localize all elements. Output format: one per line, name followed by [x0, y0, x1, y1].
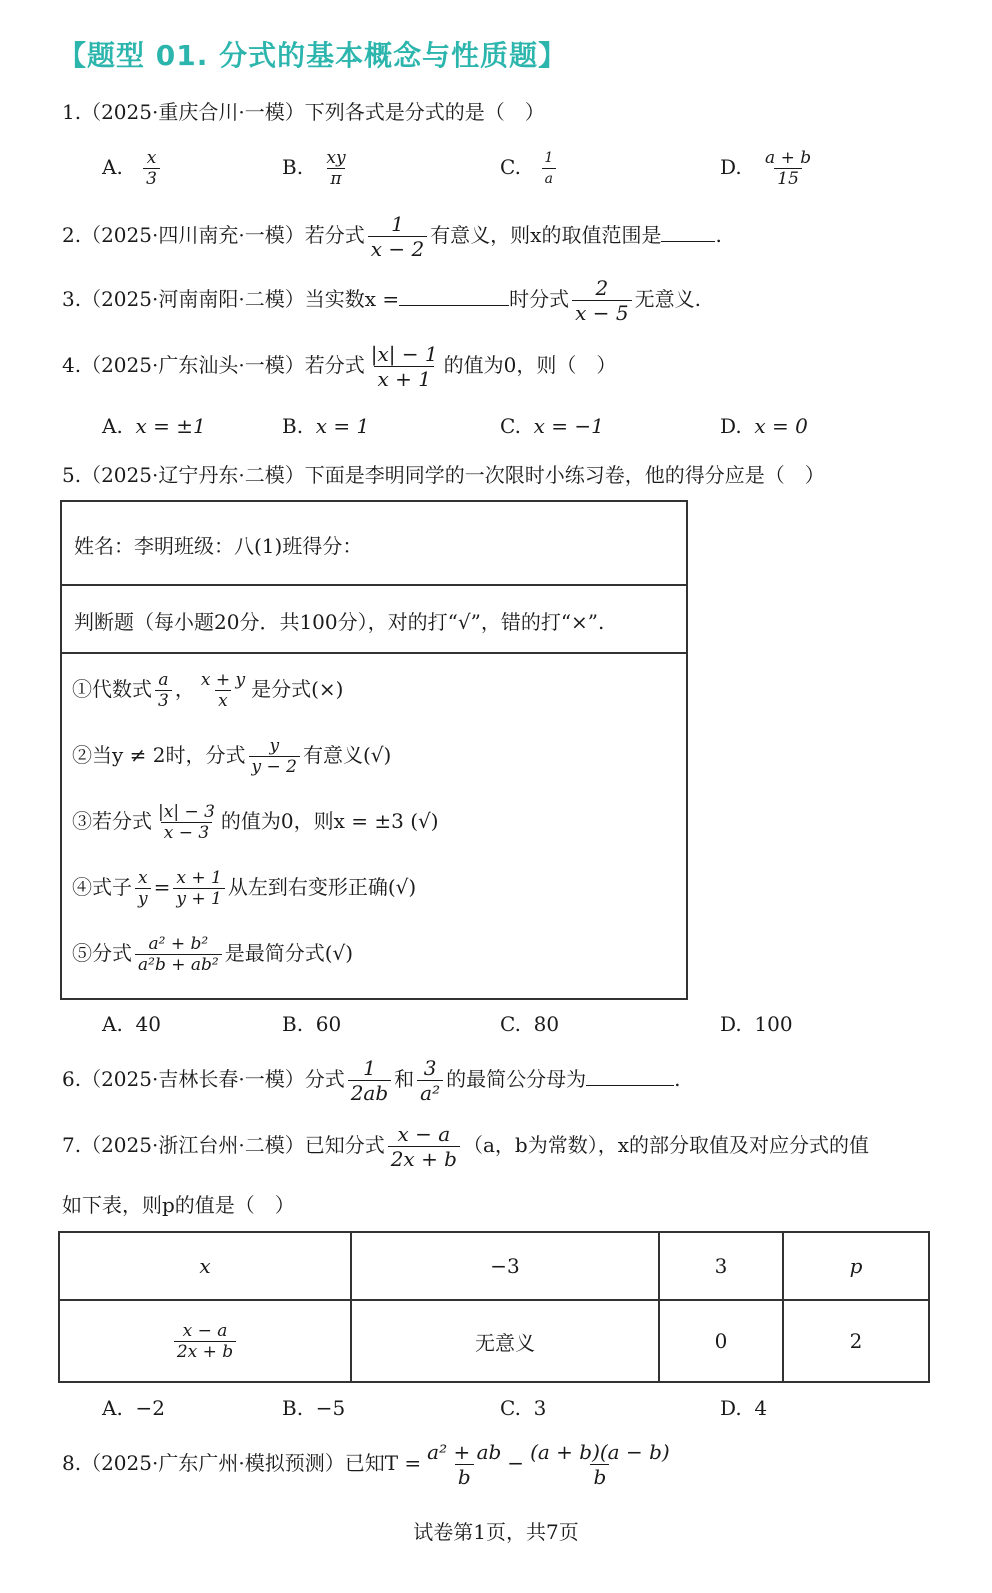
option-label: C.: [500, 414, 521, 438]
item-text: 是最简分式(√): [224, 941, 354, 965]
option-label: B.: [282, 1012, 304, 1036]
q7-option-b: [282, 1396, 345, 1420]
option-text: x = ±1: [135, 414, 206, 438]
option-text: 80: [533, 1012, 560, 1036]
option-label: A.: [102, 1396, 123, 1420]
q7-option-d: [720, 1396, 767, 1420]
frac-den: 3: [143, 168, 160, 189]
q3-suffix: 无意义.: [634, 287, 701, 311]
item-text: 是分式(×): [251, 677, 344, 701]
q8: [62, 1440, 676, 1489]
frac-num: a + b: [765, 148, 812, 168]
table-cell: −3: [351, 1232, 659, 1300]
quiz-header: 姓名：李明班级：八(1)班得分：: [74, 534, 363, 558]
item-text: ，: [174, 677, 195, 701]
option-label: B.: [282, 155, 304, 179]
quiz-instruction-row: [62, 586, 686, 654]
q5-option-a: [102, 1012, 161, 1036]
option-text: x = −1: [533, 414, 604, 438]
frac-num: 1: [363, 1056, 376, 1080]
q2-prefix: 2.（2025·四川南充·一模）若分式: [62, 223, 365, 247]
table-cell: 2: [783, 1300, 929, 1382]
q7: [62, 1122, 869, 1171]
q5-option-b: [282, 1012, 341, 1036]
frac-num: 2: [595, 276, 609, 300]
table-cell: x: [59, 1232, 351, 1300]
quiz-item-4: [72, 868, 416, 909]
option-label: B.: [282, 1396, 304, 1420]
q4-option-b: [282, 414, 369, 438]
frac-num: 3: [423, 1056, 437, 1080]
frac-den: a²b + ab²: [135, 954, 222, 975]
frac-den: 2x + b: [174, 1341, 236, 1362]
q7-prefix: 7.（2025·浙江台州·二模）已知分式: [62, 1133, 385, 1157]
item-text: 有意义(√): [302, 743, 392, 767]
option-label: D.: [720, 414, 742, 438]
q4-suffix: 的值为0，则（ ）: [443, 353, 617, 377]
q3-prefix: 3.（2025·河南南阳·二模）当实数x =: [62, 287, 400, 311]
table-cell: 无意义: [351, 1300, 659, 1382]
option-label: B.: [282, 414, 304, 438]
frac-num: x − a: [182, 1320, 228, 1341]
q7-line2: 如下表，则p的值是（ ）: [62, 1193, 295, 1217]
q6-prefix: 6.（2025·吉林长春·一模）分式: [62, 1067, 345, 1091]
item-text: ③若分式: [72, 809, 152, 833]
frac-den: 2x + b: [388, 1146, 460, 1171]
q3: [62, 276, 701, 325]
option-label: C.: [500, 1396, 521, 1420]
item-text: ②当y ≠ 2时，分式: [72, 743, 246, 767]
frac-den: b: [590, 1464, 609, 1489]
q5-stem: 5.（2025·辽宁丹东·二模）下面是李明同学的一次限时小练习卷，他的得分应是（ ）: [62, 463, 825, 487]
q6: [62, 1056, 680, 1105]
q6-suffix: 的最简公分母为: [446, 1067, 587, 1091]
q5-option-d: [720, 1012, 793, 1036]
answer-blank[interactable]: [586, 1065, 674, 1086]
quiz-instruction: 判断题（每小题20分．共100分），对的打“√”，错的打“×”.: [74, 610, 605, 634]
quiz-sheet-box: [60, 500, 688, 1000]
section-title: 【题型 01. 分式的基本概念与性质题】: [58, 39, 568, 72]
q1-option-c: [500, 148, 559, 189]
q1-option-a: [102, 148, 163, 189]
frac-num: x + y: [200, 670, 246, 690]
page-footer: 试卷第1页，共7页: [413, 1520, 579, 1544]
frac-den: x: [215, 690, 231, 711]
q2: [62, 212, 722, 261]
frac-den: y − 2: [249, 756, 300, 777]
option-text: 100: [754, 1012, 793, 1036]
q4: [62, 342, 616, 391]
item-text: =: [153, 875, 171, 899]
q1-stem: 1.（2025·重庆合川·一模）下列各式是分式的是（ ）: [62, 100, 545, 124]
table-row: [59, 1300, 929, 1382]
q7-value-table: [58, 1231, 930, 1383]
quiz-header-row: [62, 502, 686, 586]
quiz-item-2: [72, 736, 391, 777]
q8-minus: −: [507, 1451, 525, 1475]
q7-suffix: （a，b为常数），x的部分取值及对应分式的值: [462, 1133, 869, 1157]
item-text: ①代数式: [72, 677, 152, 701]
q2-end: .: [715, 223, 722, 247]
q7-option-a: [102, 1396, 165, 1420]
frac-num: 1: [544, 150, 554, 166]
q4-prefix: 4.（2025·广东汕头·一模）若分式: [62, 353, 365, 377]
option-label: D.: [720, 1012, 742, 1036]
option-text: −5: [315, 1396, 346, 1420]
table-cell: 0: [659, 1300, 783, 1382]
q1-option-d: [720, 148, 817, 189]
q6-mid: 和: [394, 1067, 415, 1091]
q7-option-c: [500, 1396, 546, 1420]
quiz-item-1: [72, 670, 343, 711]
q2-suffix: 有意义，则x的取值范围是: [430, 223, 662, 247]
frac-den: 2ab: [348, 1080, 391, 1105]
frac-num: a: [158, 670, 169, 690]
q3-middle: 时分式: [509, 287, 570, 311]
frac-den: 3: [155, 690, 172, 711]
option-text: 3: [533, 1396, 547, 1420]
table-cell: p: [783, 1232, 929, 1300]
q4-option-a: [102, 414, 206, 438]
frac-num: xy: [326, 148, 346, 168]
frac-num: x: [138, 868, 148, 888]
frac-den: b: [455, 1464, 474, 1489]
frac-num: |x| − 1: [370, 342, 438, 366]
answer-blank[interactable]: [661, 221, 715, 242]
q5-option-c: [500, 1012, 559, 1036]
frac-den: y + 1: [173, 888, 224, 909]
option-label: A.: [102, 1012, 123, 1036]
q6-end: .: [674, 1067, 681, 1091]
frac-den: x − 2: [368, 236, 427, 261]
q1-option-b: [282, 148, 352, 189]
frac-num: (a + b)(a − b): [530, 1440, 670, 1464]
table-cell: 3: [659, 1232, 783, 1300]
frac-den: π: [327, 168, 344, 189]
quiz-item-5: [72, 934, 353, 975]
frac-den: a: [542, 168, 556, 189]
frac-num: x − a: [397, 1122, 451, 1146]
option-label: A.: [102, 155, 123, 179]
table-row: [59, 1232, 929, 1300]
item-text: ④式子: [72, 875, 132, 899]
option-label: C.: [500, 1012, 521, 1036]
option-label: C.: [500, 155, 521, 179]
frac-num: x + 1: [176, 868, 222, 888]
option-text: 60: [315, 1012, 342, 1036]
frac-den: 15: [774, 168, 802, 189]
option-label: D.: [720, 1396, 742, 1420]
frac-den: x − 3: [161, 822, 212, 843]
option-text: −2: [135, 1396, 166, 1420]
option-label: D.: [720, 155, 742, 179]
q4-option-c: [500, 414, 604, 438]
frac-num: x: [146, 148, 157, 168]
frac-num: y: [269, 736, 280, 756]
item-text: 从左到右变形正确(√): [227, 875, 417, 899]
frac-den: x + 1: [374, 366, 433, 391]
option-text: 40: [135, 1012, 161, 1036]
q8-prefix: 8.（2025·广东广州·模拟预测）已知T =: [62, 1451, 422, 1475]
q4-option-d: [720, 414, 808, 438]
option-text: 4: [754, 1396, 768, 1420]
option-text: x = 1: [315, 414, 370, 438]
quiz-item-3: [72, 802, 439, 843]
frac-num: |x| − 3: [158, 802, 215, 822]
table-cell: [59, 1300, 351, 1382]
answer-blank[interactable]: [399, 285, 509, 306]
frac-den: x − 5: [572, 300, 631, 325]
frac-num: 1: [391, 212, 404, 236]
frac-den: y: [135, 888, 151, 909]
frac-num: a² + ab: [427, 1440, 502, 1464]
frac-num: a² + b²: [148, 934, 209, 954]
option-text: x = 0: [754, 414, 808, 438]
option-label: A.: [102, 414, 123, 438]
frac-den: a²: [417, 1080, 443, 1105]
item-text: 的值为0，则x = ±3 (√): [220, 809, 439, 833]
item-text: ⑤分式: [72, 941, 132, 965]
